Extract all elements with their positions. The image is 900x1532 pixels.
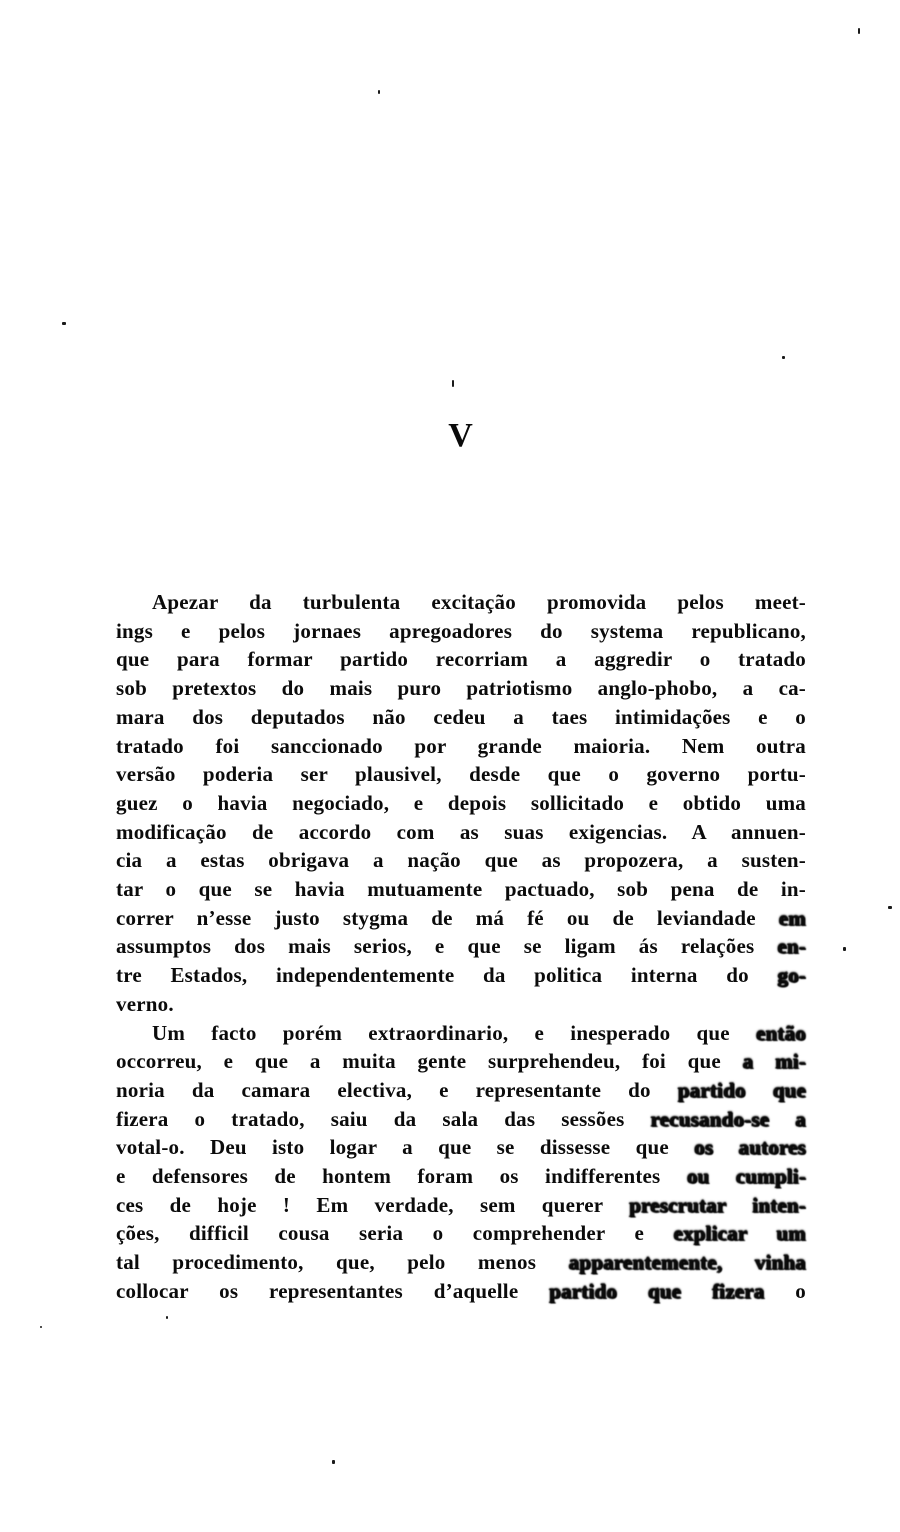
text-line bbox=[116, 617, 806, 646]
text-line bbox=[116, 990, 806, 1019]
text-run: e defensores de hontem foram os indifferentes bbox=[116, 1164, 687, 1189]
text-block bbox=[116, 588, 806, 1306]
text-line bbox=[116, 645, 806, 674]
ink-smudged-text: os autores bbox=[694, 1135, 806, 1160]
text-run: tar o que se havia mutuamente pactuado, sob pena de in- bbox=[116, 877, 806, 902]
chapter-heading: V bbox=[448, 417, 474, 454]
text-line bbox=[116, 1019, 806, 1048]
ink-smudged-text: a mi- bbox=[742, 1049, 806, 1074]
paragraph bbox=[116, 588, 806, 1019]
ink-speck bbox=[843, 947, 846, 951]
text-run: noria da camara electiva, e representante do bbox=[116, 1077, 678, 1102]
text-run: o bbox=[764, 1278, 807, 1303]
text-run: modificação de accordo com as suas exigencias. A annuen- bbox=[116, 819, 806, 844]
ink-smudged-text: go- bbox=[777, 963, 806, 988]
text-line bbox=[116, 1133, 806, 1162]
text-line bbox=[116, 588, 806, 617]
text-run: que para formar partido recorriam a aggredir o tratado bbox=[116, 647, 806, 672]
text-run: fizera o tratado, saiu da sala das sessões bbox=[116, 1106, 651, 1131]
text-line bbox=[116, 904, 806, 933]
ink-smudged-text: partido que fizera bbox=[549, 1278, 765, 1303]
text-line bbox=[116, 1076, 806, 1105]
text-run: tal procedimento, que, pelo menos bbox=[116, 1250, 569, 1275]
ink-smudged-text: ou cumpli- bbox=[686, 1164, 807, 1189]
text-line bbox=[116, 1105, 806, 1134]
ink-smudged-text: em bbox=[778, 905, 806, 930]
ink-speck bbox=[378, 90, 380, 94]
text-run: occorreu, e que a muita gente surprehendeu, foi que bbox=[116, 1049, 743, 1074]
text-run: versão poderia ser plausivel, desde que o governo portu- bbox=[116, 762, 806, 787]
ink-smudged-text: partido que bbox=[677, 1077, 806, 1102]
ink-speck bbox=[40, 1326, 42, 1328]
ink-speck bbox=[452, 380, 454, 387]
text-run: mara dos deputados não cedeu a taes intimidações e o bbox=[116, 704, 806, 729]
text-run: correr n’esse justo stygma de má fé ou de leviandade bbox=[116, 905, 779, 930]
text-line bbox=[116, 932, 806, 961]
text-line bbox=[116, 789, 806, 818]
ink-speck bbox=[782, 356, 785, 359]
text-line bbox=[116, 1191, 806, 1220]
text-run: verno. bbox=[116, 991, 174, 1016]
text-line bbox=[116, 732, 806, 761]
text-line bbox=[116, 1219, 806, 1248]
text-line bbox=[116, 1047, 806, 1076]
ink-smudged-text: prescrutar inten- bbox=[629, 1192, 806, 1217]
text-run: Apezar da turbulenta excitação promovida pelos meet- bbox=[152, 590, 806, 614]
text-line bbox=[116, 846, 806, 875]
ink-speck bbox=[62, 322, 66, 325]
ink-smudged-text: então bbox=[756, 1020, 806, 1045]
text-run: ings e pelos jornaes apregoadores do systema republicano, bbox=[116, 618, 806, 643]
text-run: Um facto porém extraordinario, e inesperado que bbox=[152, 1020, 756, 1045]
text-line bbox=[116, 961, 806, 990]
ink-speck bbox=[166, 1316, 168, 1319]
ink-smudged-text: apparentemente, vinha bbox=[568, 1250, 806, 1275]
text-line bbox=[116, 875, 806, 904]
text-line bbox=[116, 760, 806, 789]
text-run: collocar os representantes d’aquelle bbox=[116, 1278, 550, 1303]
text-line bbox=[116, 1248, 806, 1277]
ink-speck bbox=[858, 28, 860, 34]
text-line bbox=[116, 1162, 806, 1191]
ink-smudged-text: explicar um bbox=[673, 1221, 806, 1246]
text-run: guez o havia negociado, e depois sollicitado e obtido uma bbox=[116, 790, 806, 815]
paragraph bbox=[116, 1019, 806, 1306]
text-run: sob pretextos do mais puro patriotismo anglo-phobo, a ca- bbox=[116, 676, 806, 701]
text-run: tratado foi sanccionado por grande maioria. Nem outra bbox=[116, 733, 806, 758]
ink-speck bbox=[888, 906, 892, 909]
text-run: tre Estados, independentemente da politica interna do bbox=[116, 963, 778, 988]
text-line bbox=[116, 674, 806, 703]
ink-speck bbox=[332, 1460, 335, 1464]
text-run: assumptos dos mais serios, e que se ligam ás relações bbox=[116, 934, 778, 959]
text-run: ces de hoje ! Em verdade, sem querer bbox=[116, 1192, 630, 1217]
ink-smudged-text: en- bbox=[777, 934, 806, 959]
text-run: votal-o. Deu isto logar a que se dissesse que bbox=[116, 1135, 695, 1160]
text-line bbox=[116, 703, 806, 732]
text-run: cia a estas obrigava a nação que as propozera, a susten- bbox=[116, 848, 806, 873]
text-line bbox=[116, 818, 806, 847]
text-line bbox=[116, 1277, 806, 1306]
text-run: ções, difficil cousa seria o comprehender e bbox=[116, 1221, 674, 1246]
ink-smudged-text: recusando-se a bbox=[650, 1106, 806, 1131]
